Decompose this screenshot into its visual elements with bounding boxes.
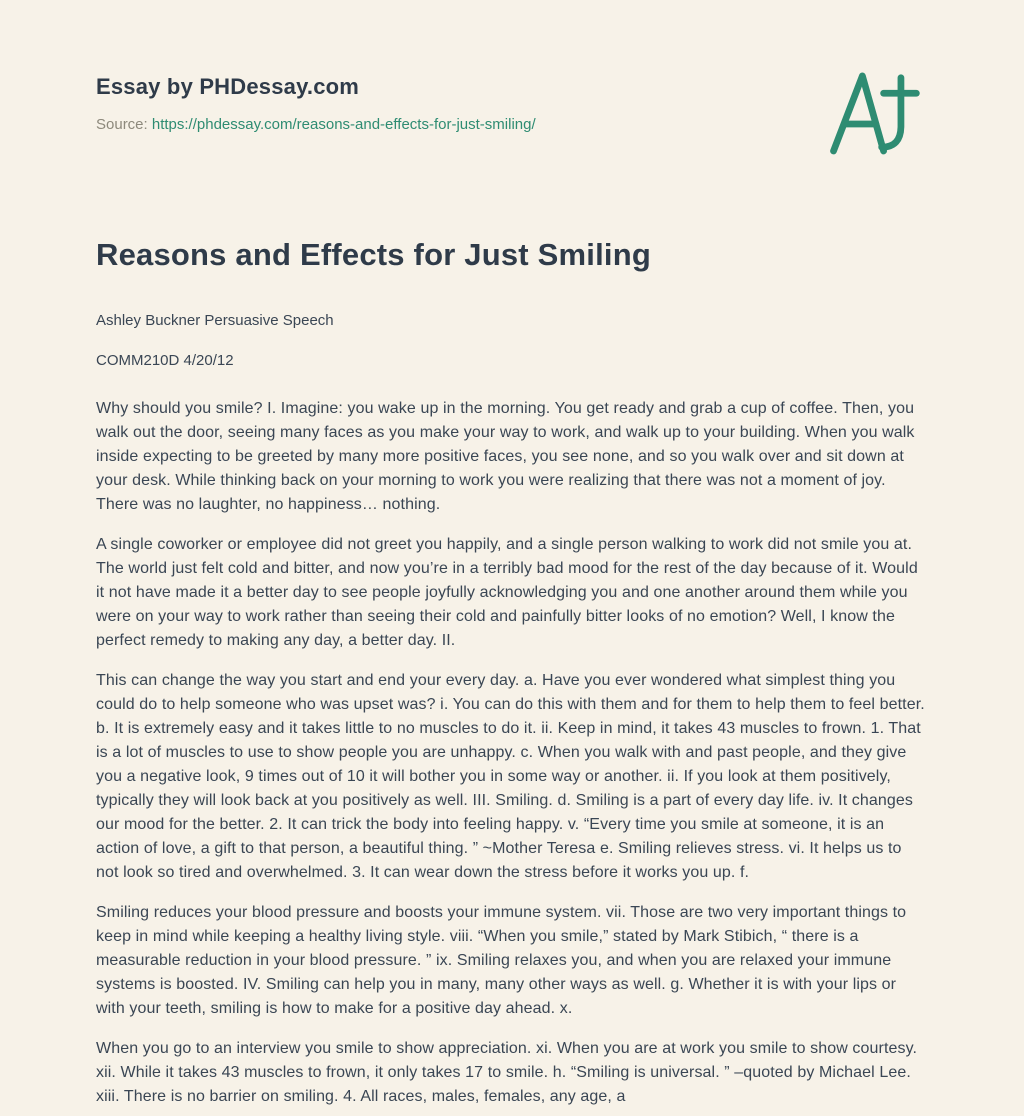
phdessay-logo bbox=[820, 66, 926, 163]
page-header bbox=[96, 74, 928, 163]
essay-paragraph: Smiling reduces your blood pressure and boosts your immune system. vii. Those are two very important things to keep in mind while keeping a healthy living style. viii. “When you smile,” stated by Mark Stibich, “ there is a measurable reduction in your blood pressure. ” ix. Smiling relaxes you, and when you are relaxed your immune systems is boosted. IV. Smiling can help you in many, many other ways as well. g. Whether it is with your lips or with your teeth, smiling is how to make for a positive day ahead. x. bbox=[96, 904, 907, 1017]
essay-paragraph: This can change the way you start and end your every day. a. Have you ever wondered what simplest thing you could do to help someone who was upset was? i. You can do this with them and for them to help them to feel better. b. It is extremely easy and it takes little to no muscles to do it. ii. Keep in mind, it takes 43 muscles to frown. 1. That is a lot of muscles to use to show people you are unhappy. c. When you walk with and past people, and they give you a negative look, 9 times out of 10 it will bother you in some way or another. ii. If you look at them positively, typically they will look back at you positively as well. III. Smiling. d. Smiling is a part of every day life. iv. It changes our mood for the better. 2. It can trick the body into feeling happy. v. “Every time you smile at someone, it is an action of love, a gift to that person, a beautiful thing. ” ~Mother Teresa e. Smiling relieves stress. vi. It helps us to not look so tired and overwhelmed. 3. It can wear down the stress before it works you up. f. bbox=[96, 672, 925, 881]
brand-title: Essay by PHDessay.com bbox=[96, 74, 360, 99]
essay-article bbox=[96, 237, 928, 1109]
essay-paragraph: A single coworker or employee did not greet you happily, and a single person walking to work did not smile you at. The world just felt cold and bitter, and now you’re in a terribly bad mood for the rest of the day because of it. Would it not have made it a better day to see people joyfully acknowledging you and one another around them while you were on your way to work rather than seeing their cold and painfully bitter looks of no emotion? Well, I know the perfect remedy to making any day, a better day. II. bbox=[96, 536, 918, 649]
source-link[interactable]: https://phdessay.com/reasons-and-effects-for-just-smiling/ bbox=[151, 116, 536, 133]
meta-author: Ashley Buckner Persuasive Speech bbox=[96, 312, 334, 329]
page-title: Reasons and Effects for Just Smiling bbox=[96, 237, 651, 272]
essay-meta bbox=[96, 309, 928, 373]
header-text-block bbox=[96, 74, 536, 133]
meta-course-date: COMM210D 4/20/12 bbox=[96, 352, 234, 369]
source-label: Source: bbox=[96, 116, 148, 133]
essay-body bbox=[96, 397, 928, 1109]
essay-paragraph: When you go to an interview you smile to show appreciation. xi. When you are at work you smile to show courtesy. xii. While it takes 43 muscles to frown, it only takes 17 to smile. h. “Smiling is universal. ” –quoted by Michael Lee. xiii. There is no barrier on smiling. 4. All races, males, females, any age, a bbox=[96, 1040, 918, 1105]
essay-paragraph: Why should you smile? I. Imagine: you wake up in the morning. You get ready and grab a cup of coffee. Then, you walk out the door, seeing many faces as you make your way to work, and walk up to your building. When you walk inside expecting to be greeted by many more positive faces, you see none, and so you walk over and sit down at your desk. While thinking back on your morning to work you were realizing that there was not a moment of joy. There was no laughter, no happiness… nothing. bbox=[96, 400, 915, 513]
a-plus-logo-icon bbox=[820, 66, 926, 158]
source-line bbox=[96, 116, 536, 133]
